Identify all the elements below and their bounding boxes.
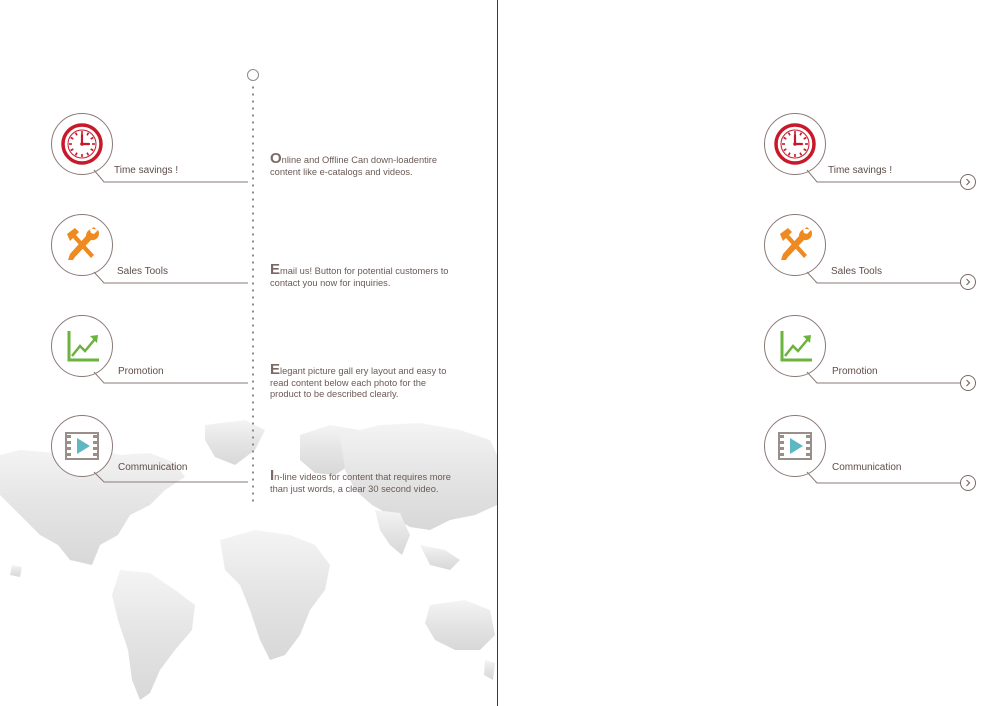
left-page [0, 0, 497, 706]
time-savings-icon-ring [764, 113, 826, 175]
promotion-icon-ring [51, 315, 113, 377]
time-savings-icon-ring [51, 113, 113, 175]
promotion-connector [92, 370, 250, 390]
video-play-icon [59, 423, 105, 469]
sales-tools-next-button[interactable] [960, 274, 976, 290]
description-email-us: Email us! Button for potential customers to contact you now for inquiries. [270, 261, 449, 288]
communication-connector [805, 470, 965, 490]
timeline-start-marker [247, 69, 259, 81]
description-inline-videos: In-line videos for content that requires more than just words, a clear 30 second video. [270, 467, 451, 494]
feature-label-time-savings: Time savings ! [828, 165, 893, 176]
chevron-right-icon [964, 379, 972, 387]
sales-tools-connector [92, 270, 250, 290]
chevron-right-icon [964, 178, 972, 186]
tools-icon [772, 222, 818, 268]
description-picture-gallery: Elegant picture gall ery layout and easy to read content below each photo for the product to be described clearly. [270, 361, 447, 399]
feature-label-promotion: Promotion [118, 366, 164, 377]
communication-connector [92, 470, 250, 490]
promotion-connector [805, 370, 965, 390]
feature-label-promotion: Promotion [832, 366, 878, 377]
promotion-icon-ring [764, 315, 826, 377]
chevron-right-icon [964, 479, 972, 487]
video-play-icon [772, 423, 818, 469]
feature-label-time-savings: Time savings ! [114, 165, 179, 176]
communication-icon-ring [764, 415, 826, 477]
feature-label-communication: Communication [832, 462, 902, 473]
promotion-next-button[interactable] [960, 375, 976, 391]
chevron-right-icon [964, 278, 972, 286]
description-online-offline: Online and Offline Can down-loadentire content like e-catalogs and videos. [270, 150, 438, 177]
feature-label-sales-tools: Sales Tools [831, 266, 882, 277]
sales-tools-icon-ring [764, 214, 826, 276]
feature-label-sales-tools: Sales Tools [117, 266, 168, 277]
right-page [513, 0, 1000, 706]
sales-tools-connector [805, 270, 965, 290]
time-savings-next-button[interactable] [960, 174, 976, 190]
timeline-dotted-line [252, 84, 254, 506]
communication-next-button[interactable] [960, 475, 976, 491]
tools-icon [59, 222, 105, 268]
clock-icon [772, 121, 818, 167]
sales-tools-icon-ring [51, 214, 113, 276]
clock-icon [59, 121, 105, 167]
feature-label-communication: Communication [118, 462, 188, 473]
communication-icon-ring [51, 415, 113, 477]
growth-chart-icon [59, 323, 105, 369]
growth-chart-icon [772, 323, 818, 369]
page-divider-left [497, 0, 498, 706]
